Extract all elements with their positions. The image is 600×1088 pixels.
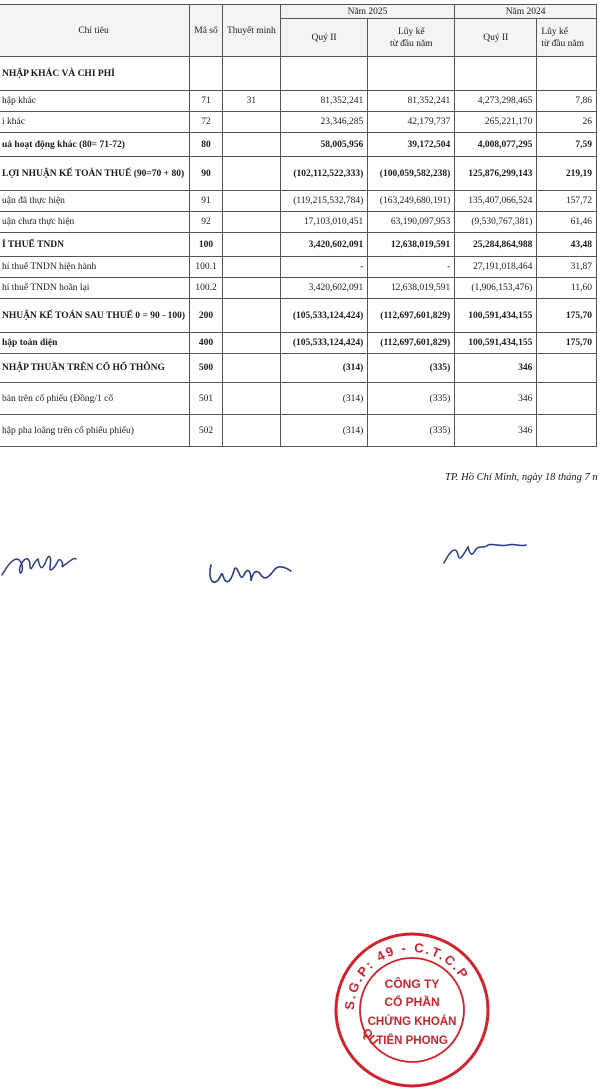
signature-area	[0, 443, 600, 1049]
row-code: 502	[190, 415, 223, 447]
row-q2-2025: (314)	[280, 415, 368, 447]
header-ytd-2024-line1: Lũy kế	[541, 26, 568, 37]
row-q2-2024: 4,273,298,465	[455, 91, 537, 112]
row-q2-2024: (1,906,153,476)	[455, 278, 537, 299]
row-ytd-2025: (163,249,680,191)	[368, 191, 455, 212]
income-statement-table	[0, 4, 597, 447]
table-row	[0, 233, 597, 257]
row-note	[222, 415, 280, 447]
row-ytd-2024: 31,87	[537, 257, 597, 278]
row-ytd-2025: 39,172,504	[368, 133, 455, 157]
table-row	[0, 333, 597, 354]
header-chi-tieu: Chỉ tiêu	[0, 5, 190, 57]
row-note: 31	[222, 91, 280, 112]
table-row	[0, 278, 597, 299]
stamp-bottom-text: QU	[359, 1025, 382, 1049]
header-q2-2025: Quý II	[280, 19, 368, 57]
place-date: TP. Hồ Chí Minh, ngày 18 tháng 7 n	[445, 472, 598, 483]
table-row	[0, 112, 597, 133]
row-label: NHUẬN KẾ TOÁN SAU THUẾ 0 = 90 - 100)	[0, 299, 190, 333]
row-code: 400	[190, 333, 223, 354]
row-q2-2024: 346	[455, 415, 537, 447]
stamp-line2: CỔ PHẦN	[384, 995, 440, 1009]
table-row	[0, 157, 597, 191]
header-ytd-2025-line2: từ đầu năm	[389, 38, 433, 49]
row-code: 500	[190, 354, 223, 383]
row-q2-2024: 125,876,299,143	[455, 157, 537, 191]
row-ytd-2024: 26	[537, 112, 597, 133]
row-ytd-2024: 157,72	[537, 191, 597, 212]
row-ytd-2025	[368, 57, 455, 91]
table-row	[0, 212, 597, 233]
row-q2-2025: 3,420,602,091	[280, 233, 368, 257]
header-ytd-2025	[368, 19, 455, 57]
row-q2-2024: 265,221,170	[455, 112, 537, 133]
row-note	[222, 157, 280, 191]
row-code: 72	[190, 112, 223, 133]
row-ytd-2025: -	[368, 257, 455, 278]
row-note	[222, 133, 280, 157]
row-note	[222, 299, 280, 333]
table-row	[0, 383, 597, 415]
table-row	[0, 299, 597, 333]
row-q2-2025: (314)	[280, 383, 368, 415]
row-code: 71	[190, 91, 223, 112]
row-note	[222, 212, 280, 233]
row-q2-2024	[455, 57, 537, 91]
row-ytd-2024: 43,48	[537, 233, 597, 257]
row-code: 91	[190, 191, 223, 212]
header-ma-so: Mã số	[190, 5, 223, 57]
row-code: 100	[190, 233, 223, 257]
table-row	[0, 257, 597, 278]
row-q2-2025: (102,112,522,333)	[280, 157, 368, 191]
row-q2-2025: 81,352,241	[280, 91, 368, 112]
row-note	[222, 112, 280, 133]
row-label: hí thuế TNDN hoãn lại	[0, 278, 190, 299]
row-note	[222, 257, 280, 278]
row-note	[222, 278, 280, 299]
row-ytd-2024: 61,46	[537, 212, 597, 233]
header-ytd-2024-line2: từ đầu năm	[541, 38, 584, 49]
row-ytd-2024: 11,60	[537, 278, 597, 299]
header-year-2024: Năm 2024	[455, 5, 597, 19]
row-label: LỢI NHUẬN KẾ TOÁN THUẾ (90=70 + 80)	[0, 157, 190, 191]
row-ytd-2025: (112,697,601,829)	[368, 299, 455, 333]
row-note	[222, 354, 280, 383]
row-q2-2024: 25,284,864,988	[455, 233, 537, 257]
row-code: 90	[190, 157, 223, 191]
stamp-ring-text: S.G.P: 49 - C.T.C.P	[341, 939, 473, 1011]
row-ytd-2024: 7,59	[537, 133, 597, 157]
row-ytd-2025: (335)	[368, 383, 455, 415]
header-ytd-2024	[537, 19, 597, 57]
row-q2-2024: 100,591,434,155	[455, 333, 537, 354]
signature-left	[0, 543, 80, 583]
row-label: uận đã thực hiện	[0, 191, 190, 212]
row-q2-2025: 23,346,285	[280, 112, 368, 133]
company-stamp	[332, 928, 492, 1088]
row-label: hí thuế TNDN hiện hành	[0, 257, 190, 278]
row-code: 92	[190, 212, 223, 233]
table-row	[0, 354, 597, 383]
row-q2-2025: (119,215,532,784)	[280, 191, 368, 212]
row-ytd-2024: 7,86	[537, 91, 597, 112]
row-label: uận chưa thực hiện	[0, 212, 190, 233]
header-thuyet-minh: Thuyết minh	[222, 5, 280, 57]
row-label: i khác	[0, 112, 190, 133]
row-q2-2024: 27,191,018,464	[455, 257, 537, 278]
table-row	[0, 57, 597, 91]
row-note	[222, 191, 280, 212]
row-note	[222, 233, 280, 257]
row-code: 200	[190, 299, 223, 333]
header-ytd-2025-line1: Lũy kế	[397, 26, 425, 37]
row-note	[222, 333, 280, 354]
row-label: uả hoạt động khác (80= 71-72)	[0, 133, 190, 157]
table-row	[0, 415, 597, 447]
row-code: 80	[190, 133, 223, 157]
row-q2-2024: 135,407,066,524	[455, 191, 537, 212]
row-q2-2025	[280, 57, 368, 91]
row-q2-2025: 3,420,602,091	[280, 278, 368, 299]
row-note	[222, 383, 280, 415]
table-row	[0, 91, 597, 112]
row-label: hập pha loãng trên cổ phiếu phiếu)	[0, 415, 190, 447]
row-ytd-2025: 12,638,019,591	[368, 278, 455, 299]
row-ytd-2024	[537, 57, 597, 91]
row-q2-2024: 346	[455, 354, 537, 383]
row-q2-2024: 4,008,077,295	[455, 133, 537, 157]
row-ytd-2024: 175,70	[537, 299, 597, 333]
row-q2-2025: (314)	[280, 354, 368, 383]
row-q2-2025: (105,533,124,424)	[280, 299, 368, 333]
row-ytd-2024	[537, 415, 597, 447]
row-ytd-2025: 42,179,737	[368, 112, 455, 133]
row-label: NHẬP KHÁC VÀ CHI PHÍ	[0, 57, 190, 91]
row-code: 100.2	[190, 278, 223, 299]
row-ytd-2025: 12,638,019,591	[368, 233, 455, 257]
row-code: 100.1	[190, 257, 223, 278]
row-ytd-2025: (100,059,582,238)	[368, 157, 455, 191]
row-code: 501	[190, 383, 223, 415]
row-ytd-2025: 63,190,097,953	[368, 212, 455, 233]
signature-right	[440, 533, 530, 573]
row-q2-2025: 58,005,956	[280, 133, 368, 157]
row-label: NHẬP THUẦN TRÊN CỔ HỔ THÔNG	[0, 354, 190, 383]
row-ytd-2024: 219,19	[537, 157, 597, 191]
row-label: hập toàn diện	[0, 333, 190, 354]
row-label: bản trên cổ phiếu (Đồng/1 cổ	[0, 383, 190, 415]
row-ytd-2025: 81,352,241	[368, 91, 455, 112]
row-q2-2025: 17,103,010,451	[280, 212, 368, 233]
row-ytd-2025: (335)	[368, 415, 455, 447]
row-label: hập khác	[0, 91, 190, 112]
row-ytd-2024	[537, 383, 597, 415]
stamp-line4: TIÊN PHONG	[376, 1035, 448, 1047]
row-code	[190, 57, 223, 91]
header-q2-2024: Quý II	[455, 19, 537, 57]
row-label: Í THUẾ TNDN	[0, 233, 190, 257]
row-q2-2024: 346	[455, 383, 537, 415]
row-ytd-2024: 175,70	[537, 333, 597, 354]
row-ytd-2025: (112,697,601,829)	[368, 333, 455, 354]
signature-middle	[205, 551, 295, 601]
row-q2-2025: -	[280, 257, 368, 278]
header-year-2025: Năm 2025	[280, 5, 454, 19]
row-ytd-2024	[537, 354, 597, 383]
row-q2-2025: (105,533,124,424)	[280, 333, 368, 354]
row-q2-2024: (9,530,767,381)	[455, 212, 537, 233]
stamp-line1: CÔNG TY	[384, 977, 440, 991]
stamp-line3: CHỨNG KHOÁN	[367, 1016, 457, 1028]
table-row	[0, 133, 597, 157]
row-note	[222, 57, 280, 91]
row-q2-2024: 100,591,434,155	[455, 299, 537, 333]
table-row	[0, 191, 597, 212]
row-ytd-2025: (335)	[368, 354, 455, 383]
